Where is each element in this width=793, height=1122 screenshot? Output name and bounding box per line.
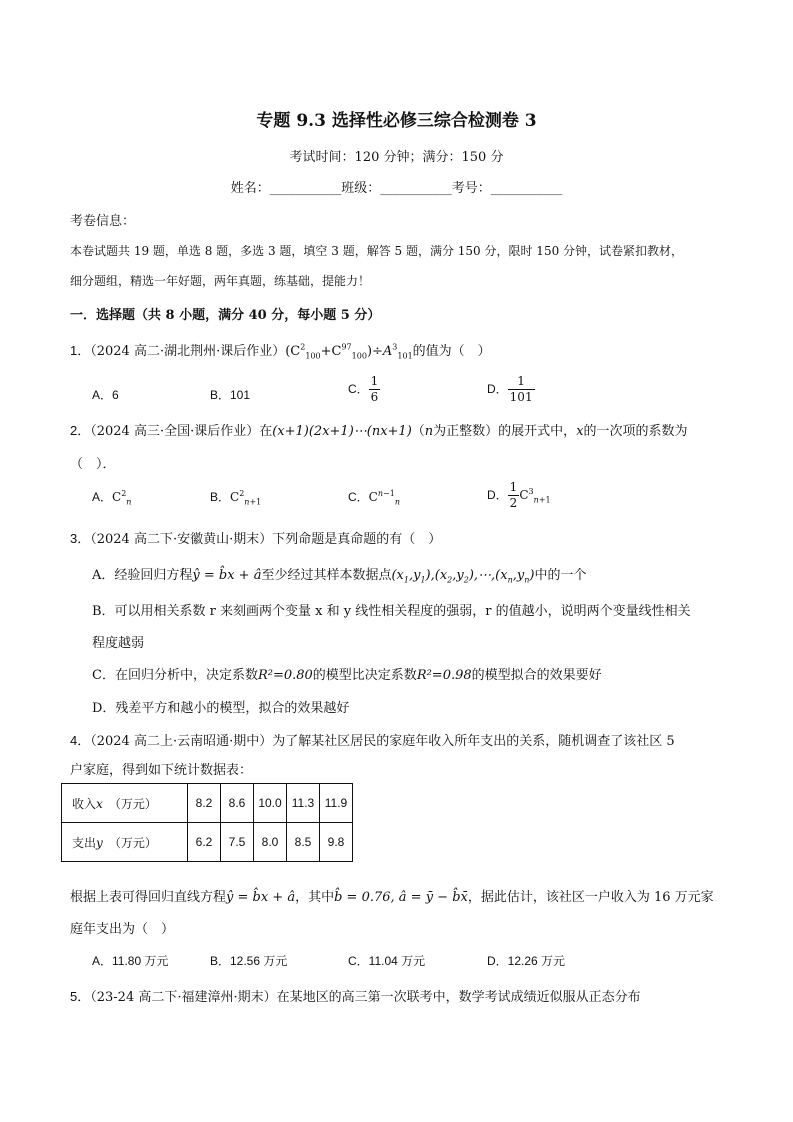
table-cell: 11.3	[287, 784, 320, 823]
q1-option-d[interactable]: D． $\frac{1}{101}$	[487, 374, 533, 404]
q2-option-c[interactable]: C．$C^{n-1}_n$	[348, 489, 400, 507]
q1-option-c-fraction: $\frac{1}{6}$	[370, 374, 379, 404]
q4-after-line-1: 根据上表可得回归直线方程ŷ = b̂x + â，其中b̂ = 0.76, â = ȳ − b̂x̄，据此估计，该社区一户收入为 16 万元家	[70, 890, 714, 905]
q2-option-d[interactable]: D． $\frac{1}{2}$ $C^3_{n+1}$	[487, 480, 551, 510]
q4-option-d[interactable]: D．12.26 万元	[487, 954, 566, 968]
table-row	[62, 823, 353, 862]
intro-heading: 考卷信息：	[70, 214, 136, 229]
table-cell: 7.5	[221, 823, 254, 862]
q2-option-a[interactable]: A．$C^2_n$	[92, 489, 132, 507]
q3-option-d[interactable]: D．残差平方和越小的模型，拟合的效果越好	[92, 701, 350, 716]
q1-formula: $(C^2_{100}+C^{97}_{100})\div A^3_{101}$	[285, 342, 413, 361]
q1-source: （2024 高二·湖北荆州·课后作业）	[90, 344, 286, 359]
question-5-stem: 5．（23-24 高二下·福建漳州·期末）在某地区的高三第一次联考中，数学考试成绩近似服从正态分布	[70, 989, 641, 1005]
q2-line-2: （ ）．	[70, 457, 116, 472]
q3-option-b-line-2: 程度越弱	[92, 636, 145, 651]
section-heading: 一．选择题（共 8 小题，满分 40 分，每小题 5 分）	[70, 308, 381, 323]
intro-line-1: 本卷试题共 19 题，单选 8 题，多选 3 题，填空 3 题，解答 5 题，满分 150 分，限时 150 分钟，试卷紧扣教材，	[70, 244, 684, 258]
q3-option-a[interactable]: A．经验回归方程ŷ = b̂x + â至少经过其样本数据点$(x_1,y_1),(x_2,y_2),\cdots,(x_n,y_n)$中的一个	[92, 568, 587, 585]
q4-data-table	[61, 783, 353, 862]
question-2-stem: 2．（2024 高三·全国·课后作业）在(x+1)(2x+1)⋯(nx+1)（n为正整数）的展开式中，x的一次项的系数为	[70, 423, 688, 439]
page-title: 专题 9.3 选择性必修三综合检测卷 3	[256, 111, 537, 131]
table-cell: 8.6	[221, 784, 254, 823]
q1-option-a[interactable]: A．6	[92, 388, 119, 402]
q1-option-b[interactable]: B．101	[210, 388, 251, 402]
q1-option-c[interactable]: C． $\frac{1}{6}$	[348, 374, 379, 404]
q1-option-d-fraction: $\frac{1}{101}$	[509, 374, 533, 404]
student-info-line: 姓名：___________班级：___________考号：___________	[230, 181, 563, 196]
question-3-stem: 3．（2024 高二下·安徽黄山·期末）下列命题是真命题的有（ ）	[70, 531, 442, 547]
intro-line-2: 细分题组，精选一年好题，两年真题，练基础，提能力！	[70, 274, 371, 288]
q3-option-b[interactable]: B．可以用相关系数 r 来刻画两个变量 x 和 y 线性相关程度的强弱，r 的值越小，说明两个变量线性相关	[92, 604, 691, 619]
q4-option-c[interactable]: C．11.04 万元	[348, 954, 426, 968]
q1-number: 1．	[70, 343, 91, 358]
table-row	[62, 784, 353, 823]
q4-option-a[interactable]: A．11.80 万元	[92, 954, 169, 968]
table-cell: 10.0	[254, 784, 287, 823]
q4-stem-line-2: 户家庭，得到如下统计数据表：	[70, 763, 253, 778]
q2-option-b[interactable]: B．$C^2_{n+1}$	[210, 489, 262, 507]
q2-expression: (x+1)(2x+1)⋯(nx+1)	[272, 424, 412, 439]
table-cell: 6.2	[188, 823, 221, 862]
table-cell: 11.9	[320, 784, 353, 823]
table-cell: 8.2	[188, 784, 221, 823]
question-1-stem	[70, 340, 491, 361]
q3-option-c[interactable]: C．在回归分析中，决定系数R²=0.80的模型比决定系数R²=0.98的模型拟合的效果要好	[92, 668, 602, 683]
q4-after-line-2: 庭年支出为（ ）	[70, 922, 175, 937]
exam-info: 考试时间：120 分钟；满分：150 分	[289, 150, 504, 165]
table-row-label: 支出y （万元）	[62, 823, 188, 862]
q4-option-b[interactable]: B．12.56 万元	[210, 954, 288, 968]
question-4-stem: 4．（2024 高二上·云南昭通·期中）为了解某社区居民的家庭年收入所年支出的关系，随机调查了该社区 5	[70, 733, 675, 749]
q1-tail: 的值为（ ）	[412, 344, 491, 359]
table-cell: 8.0	[254, 823, 287, 862]
table-cell: 9.8	[320, 823, 353, 862]
table-row-label: 收入x （万元）	[62, 784, 188, 823]
table-cell: 8.5	[287, 823, 320, 862]
